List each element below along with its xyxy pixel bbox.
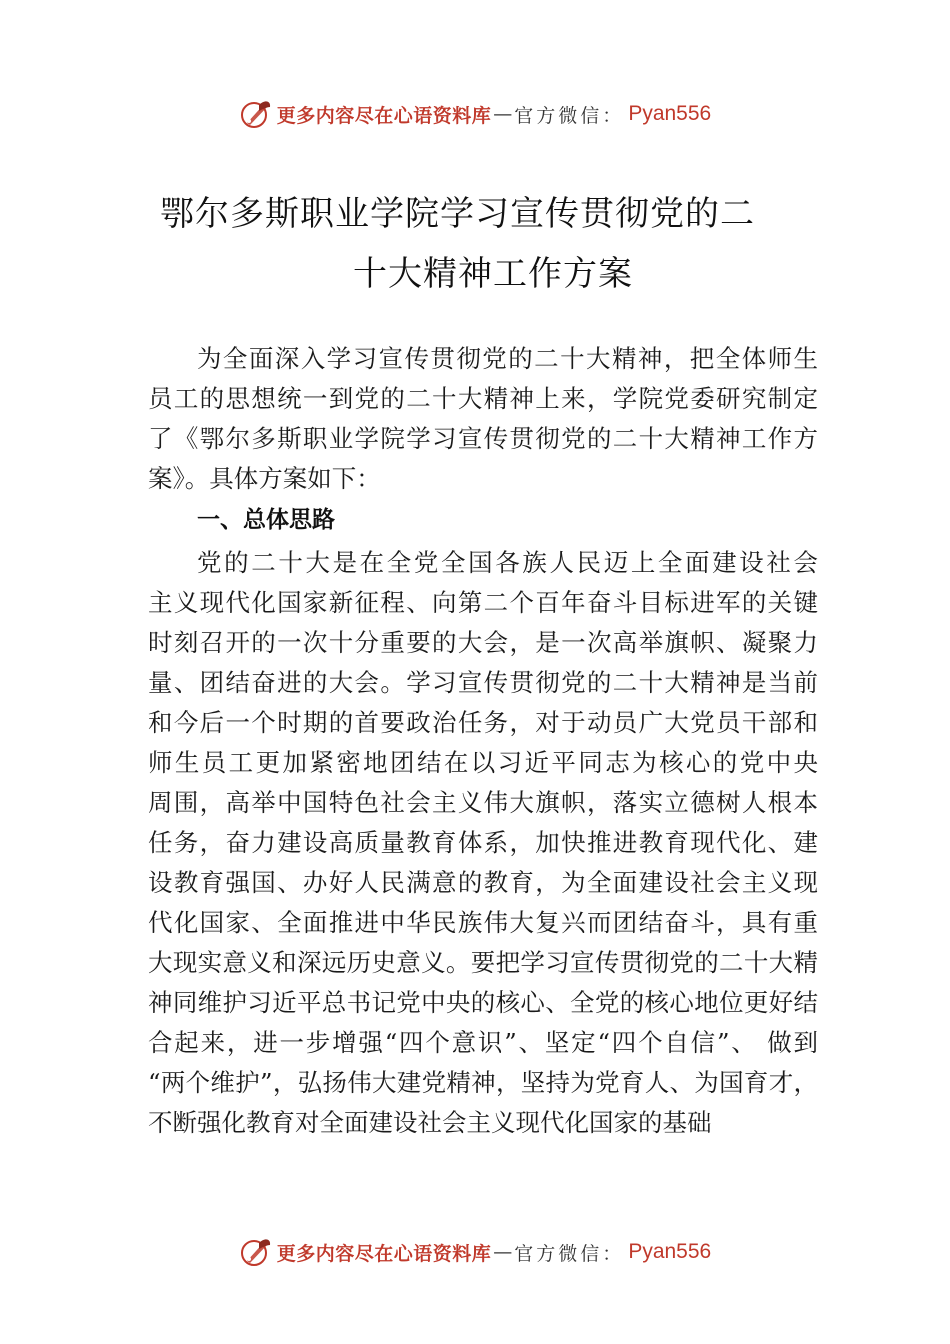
body-line: “两个维护”，弘扬伟大建党精神，坚持为党育人、为国育才， (148, 1068, 818, 1097)
body-line: 不断强化教育对全面建设社会主义现代化国家的基础 (148, 1108, 712, 1137)
watermark-text: 更多内容尽在心语资料库 (276, 1242, 492, 1265)
quill-pen-logo-icon (239, 1235, 273, 1269)
watermark-label: 官方微信： (514, 104, 625, 127)
body-line: 主义现代化国家新征程、向第二个百年奋斗目标进军的关键 (148, 588, 818, 617)
body-line: 任务，奋力建设高质量教育体系，加快推进教育现代化、建 (148, 828, 818, 857)
body-line: 党的二十大是在全党全国各族人民迈上全面建设社会 (197, 548, 818, 577)
document-title-line-2: 十大精神工作方案 (353, 254, 633, 294)
body-line: 神同维护习近平总书记党中央的核心、全党的核心地位更好结 (148, 988, 818, 1017)
body-line: 设教育强国、办好人民满意的教育，为全面建设社会主义现 (148, 868, 818, 897)
body-line: 和今后一个时期的首要政治任务，对于动员广大党员干部和 (148, 708, 818, 737)
watermark-wechat-id: Pyan556 (628, 102, 712, 125)
body-line: 量、团结奋进的大会。学习宣传贯彻党的二十大精神是当前 (148, 668, 818, 697)
quill-pen-logo-icon (239, 97, 273, 131)
watermark-label: 官方微信： (514, 1242, 625, 1265)
body-line: 周围，高举中国特色社会主义伟大旗帜，落实立德树人根本 (148, 788, 818, 817)
watermark-banner-bottom (0, 1232, 950, 1272)
intro-line: 为全面深入学习宣传贯彻党的二十大精神，把全体师生 (197, 344, 818, 373)
body-line: 时刻召开的一次十分重要的大会，是一次高举旗帜、凝聚力 (148, 628, 818, 657)
body-line: 合起来，进一步增强“四个意识”、坚定“四个自信”、 做到 (148, 1028, 818, 1057)
watermark-banner-top (0, 94, 950, 134)
body-line: 代化国家、全面推进中华民族伟大复兴而团结奋斗，具有重 (148, 908, 818, 937)
intro-line: 员工的思想统一到党的二十大精神上来，学院党委研究制定 (148, 384, 818, 413)
watermark-wechat-id: Pyan556 (628, 1240, 712, 1263)
section-heading: 一、总体思路 (197, 507, 335, 533)
intro-line: 了《鄂尔多斯职业学院学习宣传贯彻党的二十大精神工作方 (148, 424, 818, 453)
body-line: 大现实意义和深远历史意义。要把学习宣传贯彻党的二十大精 (148, 948, 818, 977)
watermark-text: 更多内容尽在心语资料库 (276, 104, 492, 127)
body-line: 师生员工更加紧密地团结在以习近平同志为核心的党中央 (148, 748, 818, 777)
watermark-separator: — (493, 103, 513, 125)
document-title-line-1: 鄂尔多斯职业学院学习宣传贯彻党的二 (160, 194, 755, 234)
intro-line: 案》。具体方案如下： (148, 464, 381, 493)
watermark-separator: — (493, 1241, 513, 1263)
